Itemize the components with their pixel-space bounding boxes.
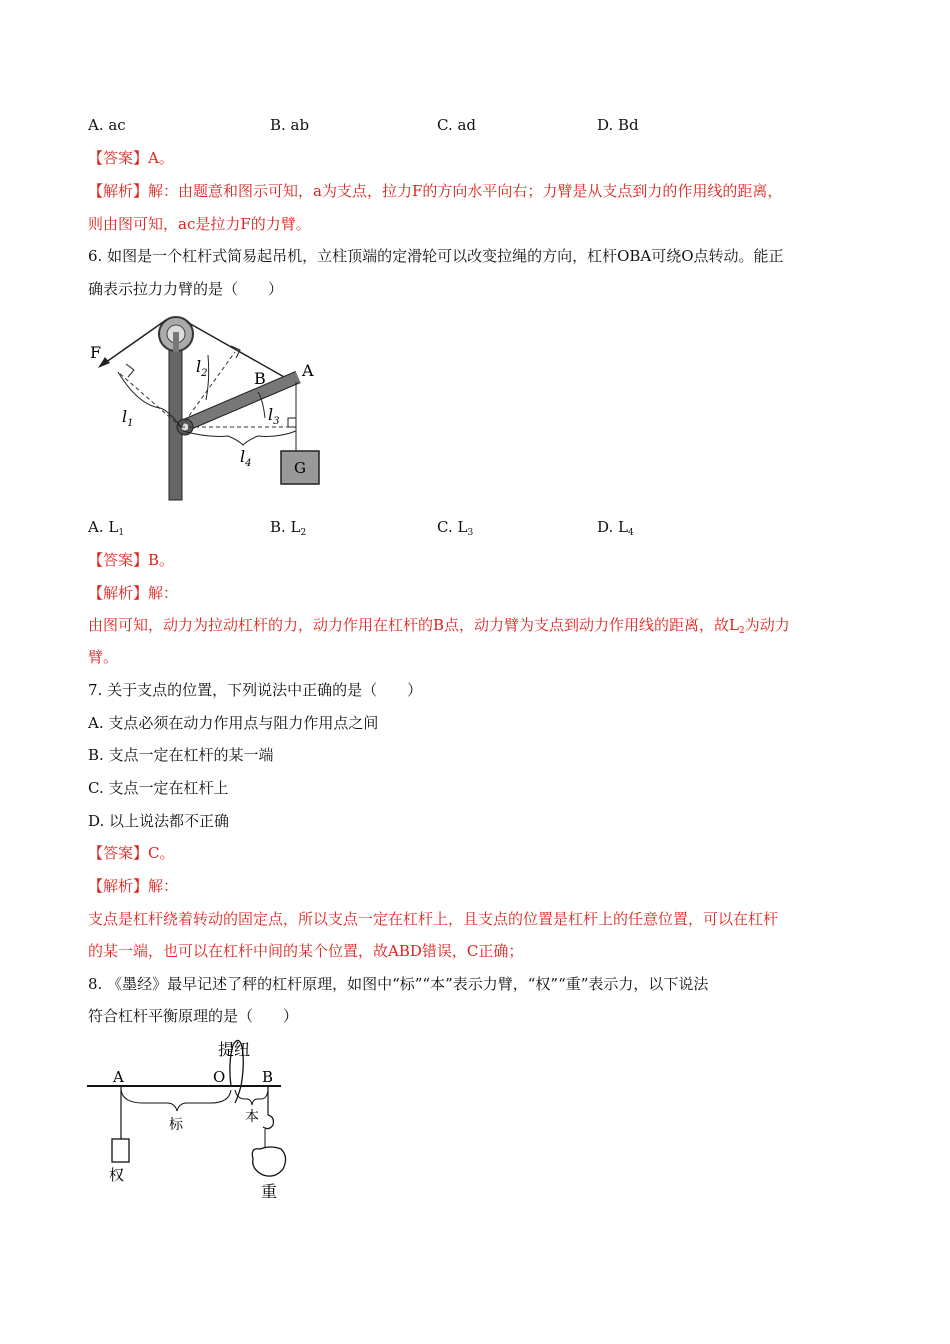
weight-zhong [252,1147,285,1176]
q5-option-a: A. ac [88,116,126,134]
q6-analysis-line2: 臂。 [88,648,119,666]
label-l4: $l_4$ [240,447,252,469]
label-g: G [294,459,306,477]
label-a: A [113,1068,124,1086]
q6-option-c: C. $L_3$ [437,518,474,538]
crane-lever-figure [88,310,348,505]
weight-quan [112,1139,129,1162]
q7-analysis-line1: 支点是杠杆绕着转动的固定点，所以支点一定在杠杆上，且支点的位置是杠杆上的任意位置，可以在杠杆 [88,910,779,928]
label-ben: 本 [245,1109,259,1125]
q8-stem-line1: 8. 《墨经》最早记述了秤的杠杆原理，如图中“标”“本”表示力臂，“权”“重”表示力，以下说法 [88,975,709,993]
q7-option-c: C. 支点一定在杠杆上 [88,779,229,797]
label-tiniu: 提纽 [218,1040,251,1059]
label-quan: 权 [109,1166,125,1184]
q6-analysis-head: 【解析】解： [88,584,179,602]
steelyard-figure [85,1035,295,1210]
label-zhong: 重 [261,1182,278,1201]
q7-analysis-line2: 的某一端，也可以在杠杆中间的某个位置，故ABD错误，C正确； [88,942,524,960]
q7-option-a: A. 支点必须在动力作用点与阻力作用点之间 [88,714,379,732]
label-l3: $l_3$ [268,405,280,427]
rope-to-f [102,320,166,365]
label-b: B [262,1068,274,1086]
q6-stem-line2: 确表示拉力力臂的是（ ） [88,280,284,298]
label-o: O [213,1068,226,1086]
q6-option-b: B. $L_2$ [270,518,307,538]
q6-answer: 【答案】B。 [88,551,175,569]
label-biao: 标 [169,1117,183,1133]
q8-stem-line2: 符合杠杆平衡原理的是（ ） [88,1007,299,1025]
q7-stem: 7. 关于支点的位置，下列说法中正确的是（ ） [88,681,423,699]
q7-option-b: B. 支点一定在杠杆的某一端 [88,746,274,764]
q6-option-d: D. $L_4$ [597,518,634,538]
q5-option-b: B. ab [270,116,310,134]
q5-option-c: C. ad [437,116,477,134]
q5-analysis-line1: 【解析】解：由题意和图示可知，a为支点，拉力F的方向水平向右；力臂是从支点到力的作用线的距离， [88,182,783,200]
q6-option-a: A. $L_1$ [88,518,125,538]
q6-analysis-line1: 由图可知，动力为拉动杠杆的力，动力作用在杠杆的B点，动力臂为支点到动力作用线的距离，故$L_2$为动力 [88,616,790,636]
q7-analysis-head: 【解析】解： [88,877,179,895]
label-a: A [302,361,314,380]
q5-answer: 【答案】A。 [88,149,174,167]
q5-analysis-line2: 则由图可知，ac是拉力F的力臂。 [88,215,311,233]
label-l1: $l_1$ [122,407,134,429]
q7-option-d: D. 以上说法都不正确 [88,812,230,830]
label-f: F [90,343,102,362]
q7-answer: 【答案】C。 [88,844,175,862]
label-b: B [254,369,266,388]
q5-option-d: D. Bd [597,116,639,134]
label-l2: $l_2$ [196,357,208,379]
q6-stem-line1: 6. 如图是一个杠杆式简易起吊机，立柱顶端的定滑轮可以改变拉绳的方向，杠杆OBA可绕O点转动。能正 [88,247,784,265]
